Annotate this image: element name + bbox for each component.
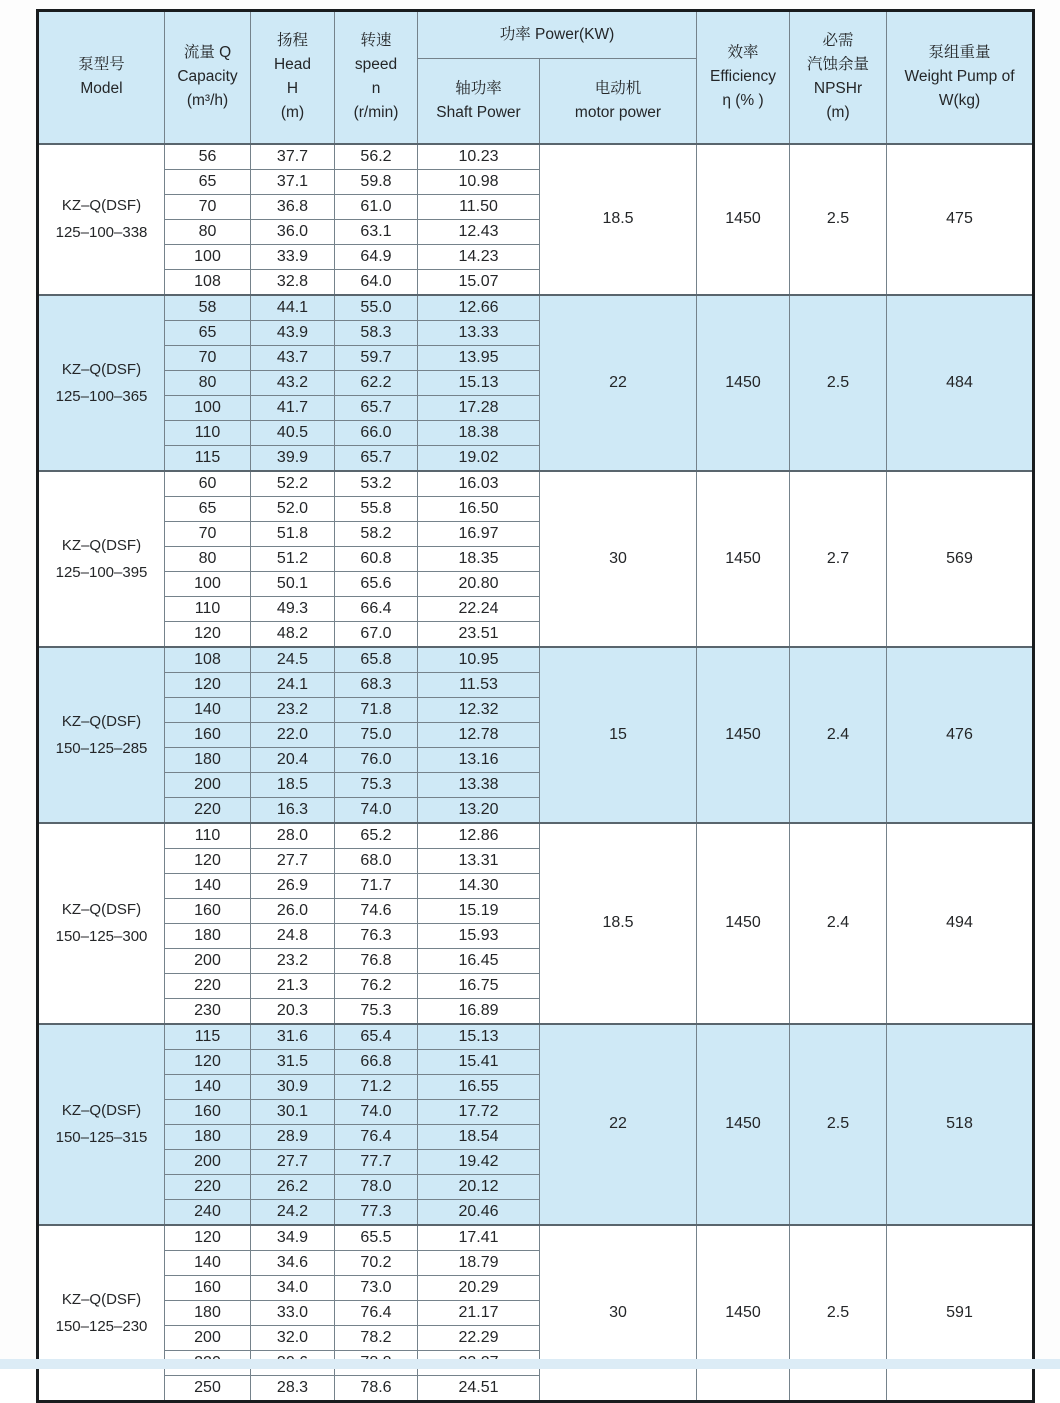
- model-line: 150–125–230: [55, 1317, 148, 1335]
- shaft-power-cell: 16.03: [418, 471, 540, 497]
- model-line: 150–125–285: [55, 739, 148, 757]
- head-cell: 23.2: [251, 697, 335, 722]
- header-motor-power-en: motor power: [574, 103, 662, 121]
- head-cell: 24.1: [251, 672, 335, 697]
- head-cell: 41.7: [251, 395, 335, 420]
- capacity-cell: 56: [165, 144, 251, 170]
- motor-power-cell: 18.5: [540, 823, 697, 1024]
- weight-cell: 484: [887, 295, 1034, 471]
- shaft-power-cell: 12.32: [418, 697, 540, 722]
- motor-power-cell: 18.5: [540, 144, 697, 295]
- speed-cell: 61.0: [335, 194, 418, 219]
- speed-cell: 74.0: [335, 1099, 418, 1124]
- shaft-power-cell: 17.28: [418, 395, 540, 420]
- shaft-power-cell: 22.29: [418, 1325, 540, 1350]
- shaft-power-cell: 13.33: [418, 320, 540, 345]
- head-cell: 34.0: [251, 1275, 335, 1300]
- speed-cell: 62.2: [335, 370, 418, 395]
- npshr-cell: 2.5: [790, 144, 887, 295]
- table-row: [38, 1225, 1034, 1251]
- speed-cell: 65.2: [335, 823, 418, 849]
- header-weight-zh: 泵组重量: [928, 44, 991, 62]
- capacity-cell: 100: [165, 395, 251, 420]
- speed-cell: 77.3: [335, 1199, 418, 1225]
- model-cell: [38, 1024, 165, 1225]
- capacity-cell: 65: [165, 496, 251, 521]
- head-cell: 24.8: [251, 923, 335, 948]
- header-shaft-power: [418, 59, 540, 144]
- speed-cell: 53.2: [335, 471, 418, 497]
- shaft-power-cell: 19.02: [418, 445, 540, 471]
- table-row: [38, 471, 1034, 497]
- head-cell: 18.5: [251, 772, 335, 797]
- head-cell: 34.9: [251, 1225, 335, 1251]
- speed-cell: 71.7: [335, 873, 418, 898]
- shaft-power-cell: 13.20: [418, 797, 540, 823]
- shaft-power-cell: 15.19: [418, 898, 540, 923]
- capacity-cell: 200: [165, 948, 251, 973]
- speed-cell: 63.1: [335, 219, 418, 244]
- table-header: [38, 11, 1034, 144]
- capacity-cell: 140: [165, 873, 251, 898]
- speed-cell: 74.0: [335, 797, 418, 823]
- shaft-power-cell: 18.79: [418, 1250, 540, 1275]
- shaft-power-cell: 15.93: [418, 923, 540, 948]
- weight-cell: 494: [887, 823, 1034, 1024]
- head-cell: 27.7: [251, 848, 335, 873]
- capacity-cell: 100: [165, 244, 251, 269]
- capacity-cell: 65: [165, 320, 251, 345]
- table-row: [38, 1024, 1034, 1050]
- shaft-power-cell: 20.12: [418, 1174, 540, 1199]
- header-capacity-unit: (m³/h): [186, 92, 229, 110]
- motor-power-cell: 30: [540, 471, 697, 647]
- speed-cell: 66.0: [335, 420, 418, 445]
- speed-cell: 60.8: [335, 546, 418, 571]
- speed-cell: 74.6: [335, 898, 418, 923]
- weight-cell: 591: [887, 1225, 1034, 1402]
- head-cell: 20.3: [251, 998, 335, 1024]
- speed-cell: 59.8: [335, 169, 418, 194]
- model-line: KZ–Q(DSF): [61, 360, 142, 378]
- shaft-power-cell: 16.55: [418, 1074, 540, 1099]
- model-cell: [38, 1225, 165, 1402]
- table-row: [38, 295, 1034, 321]
- capacity-cell: 250: [165, 1375, 251, 1401]
- speed-cell: 65.6: [335, 571, 418, 596]
- capacity-cell: 200: [165, 1325, 251, 1350]
- model-line: 150–125–315: [55, 1129, 148, 1146]
- header-head-en: Head: [273, 56, 312, 74]
- shaft-power-cell: 10.23: [418, 144, 540, 170]
- head-cell: 28.0: [251, 823, 335, 849]
- speed-cell: 65.8: [335, 647, 418, 673]
- speed-cell: 65.5: [335, 1225, 418, 1251]
- speed-cell: 64.9: [335, 244, 418, 269]
- speed-cell: 76.2: [335, 973, 418, 998]
- model-line: 125–100–365: [55, 387, 148, 405]
- speed-cell: 76.0: [335, 747, 418, 772]
- head-cell: 39.9: [251, 445, 335, 471]
- capacity-cell: 160: [165, 1275, 251, 1300]
- npshr-cell: 2.5: [790, 1024, 887, 1225]
- shaft-power-cell: 20.29: [418, 1275, 540, 1300]
- capacity-cell: 120: [165, 1225, 251, 1251]
- shaft-power-cell: 16.45: [418, 948, 540, 973]
- table-row: [38, 823, 1034, 849]
- shaft-power-cell: 14.23: [418, 244, 540, 269]
- shaft-power-cell: 15.41: [418, 1049, 540, 1074]
- head-cell: 26.0: [251, 898, 335, 923]
- capacity-cell: 180: [165, 747, 251, 772]
- npshr-cell: 2.4: [790, 823, 887, 1024]
- capacity-cell: 120: [165, 621, 251, 647]
- model-line: KZ–Q(DSF): [61, 712, 142, 730]
- shaft-power-cell: 10.98: [418, 169, 540, 194]
- head-cell: 36.0: [251, 219, 335, 244]
- table-row: [38, 144, 1034, 170]
- motor-power-cell: 22: [540, 1024, 697, 1225]
- speed-cell: 68.3: [335, 672, 418, 697]
- efficiency-cell: 1450: [697, 144, 790, 295]
- shaft-power-cell: 15.13: [418, 1024, 540, 1050]
- capacity-cell: 110: [165, 596, 251, 621]
- speed-cell: 76.8: [335, 948, 418, 973]
- model-line: KZ–Q(DSF): [61, 536, 142, 554]
- speed-cell: 65.4: [335, 1024, 418, 1050]
- head-cell: 26.9: [251, 873, 335, 898]
- efficiency-cell: 1450: [697, 295, 790, 471]
- header-head: [251, 11, 335, 144]
- capacity-cell: 160: [165, 898, 251, 923]
- head-cell: 52.2: [251, 471, 335, 497]
- head-cell: 26.2: [251, 1174, 335, 1199]
- shaft-power-cell: 13.38: [418, 772, 540, 797]
- head-cell: 31.6: [251, 1024, 335, 1050]
- header-speed-en: speed: [354, 56, 398, 74]
- shaft-power-cell: 14.30: [418, 873, 540, 898]
- capacity-cell: 60: [165, 471, 251, 497]
- header-capacity-zh: 流量 Q: [183, 44, 232, 62]
- header-efficiency: [697, 11, 790, 144]
- shaft-power-cell: 18.35: [418, 546, 540, 571]
- capacity-cell: 70: [165, 521, 251, 546]
- head-cell: 36.8: [251, 194, 335, 219]
- capacity-cell: 140: [165, 1250, 251, 1275]
- head-cell: 50.1: [251, 571, 335, 596]
- speed-cell: 76.3: [335, 923, 418, 948]
- header-weight-en: Weight Pump of: [904, 68, 1015, 86]
- table-row: [38, 647, 1034, 673]
- header-model-en: Model: [80, 80, 123, 98]
- header-motor-power-zh: 电动机: [594, 79, 642, 97]
- shaft-power-cell: 11.50: [418, 194, 540, 219]
- model-line: KZ–Q(DSF): [61, 1290, 142, 1308]
- speed-cell: 76.4: [335, 1124, 418, 1149]
- capacity-cell: 80: [165, 370, 251, 395]
- speed-cell: 59.7: [335, 345, 418, 370]
- header-weight-unit: W(kg): [938, 92, 981, 110]
- motor-power-cell: 22: [540, 295, 697, 471]
- head-cell: 40.5: [251, 420, 335, 445]
- header-head-unit: (m): [280, 104, 305, 122]
- shaft-power-cell: 16.75: [418, 973, 540, 998]
- head-cell: 30.1: [251, 1099, 335, 1124]
- shaft-power-cell: 24.51: [418, 1375, 540, 1401]
- shaft-power-cell: 10.95: [418, 647, 540, 673]
- capacity-cell: 140: [165, 1074, 251, 1099]
- head-cell: 33.0: [251, 1300, 335, 1325]
- capacity-cell: 100: [165, 571, 251, 596]
- speed-cell: 75.3: [335, 772, 418, 797]
- head-cell: 20.4: [251, 747, 335, 772]
- header-model: [38, 11, 165, 144]
- header-npshr-zh2: 汽蚀余量: [807, 56, 870, 74]
- model-line: KZ–Q(DSF): [61, 1102, 142, 1119]
- speed-cell: 71.8: [335, 697, 418, 722]
- shaft-power-cell: 20.80: [418, 571, 540, 596]
- model-line: 150–125–300: [55, 928, 148, 945]
- speed-cell: 78.0: [335, 1174, 418, 1199]
- shaft-power-cell: 19.42: [418, 1149, 540, 1174]
- shaft-power-cell: 12.78: [418, 722, 540, 747]
- npshr-cell: 2.5: [790, 1225, 887, 1402]
- head-cell: 24.2: [251, 1199, 335, 1225]
- shaft-power-cell: 18.54: [418, 1124, 540, 1149]
- speed-cell: 76.4: [335, 1300, 418, 1325]
- shaft-power-cell: 21.17: [418, 1300, 540, 1325]
- header-motor-power: [540, 59, 697, 144]
- head-cell: 49.3: [251, 596, 335, 621]
- speed-cell: 78.6: [335, 1375, 418, 1401]
- speed-cell: 73.0: [335, 1275, 418, 1300]
- capacity-cell: 220: [165, 1174, 251, 1199]
- header-efficiency-en: Efficiency: [709, 68, 777, 86]
- npshr-cell: 2.4: [790, 647, 887, 823]
- capacity-cell: 220: [165, 973, 251, 998]
- model-cell: [38, 471, 165, 647]
- model-cell: [38, 823, 165, 1024]
- head-cell: 34.6: [251, 1250, 335, 1275]
- speed-cell: 64.0: [335, 269, 418, 295]
- npshr-cell: 2.7: [790, 471, 887, 647]
- efficiency-cell: 1450: [697, 1024, 790, 1225]
- speed-cell: 56.2: [335, 144, 418, 170]
- shaft-power-cell: 15.13: [418, 370, 540, 395]
- header-shaft-power-en: Shaft Power: [436, 103, 521, 121]
- speed-cell: 68.0: [335, 848, 418, 873]
- head-cell: 28.9: [251, 1124, 335, 1149]
- capacity-cell: 115: [165, 445, 251, 471]
- table-body: [38, 144, 1034, 1402]
- shaft-power-cell: 12.86: [418, 823, 540, 849]
- header-speed-sym: n: [371, 80, 381, 98]
- speed-cell: 55.8: [335, 496, 418, 521]
- capacity-cell: 120: [165, 672, 251, 697]
- head-cell: 52.0: [251, 496, 335, 521]
- head-cell: 33.9: [251, 244, 335, 269]
- pump-spec-table: [36, 9, 1035, 1403]
- capacity-cell: 160: [165, 722, 251, 747]
- weight-cell: 475: [887, 144, 1034, 295]
- head-cell: 22.0: [251, 722, 335, 747]
- header-capacity: [165, 11, 251, 144]
- speed-cell: 65.7: [335, 445, 418, 471]
- capacity-cell: 180: [165, 923, 251, 948]
- shaft-power-cell: 18.38: [418, 420, 540, 445]
- shaft-power-cell: 12.43: [418, 219, 540, 244]
- speed-cell: 55.0: [335, 295, 418, 321]
- capacity-cell: 108: [165, 269, 251, 295]
- shaft-power-cell: 22.24: [418, 596, 540, 621]
- capacity-cell: 108: [165, 647, 251, 673]
- shaft-power-cell: 23.51: [418, 621, 540, 647]
- head-cell: 30.9: [251, 1074, 335, 1099]
- shaft-power-cell: 11.53: [418, 672, 540, 697]
- header-weight: [887, 11, 1034, 144]
- speed-cell: 75.0: [335, 722, 418, 747]
- capacity-cell: 115: [165, 1024, 251, 1050]
- speed-cell: 71.2: [335, 1074, 418, 1099]
- speed-cell: 70.2: [335, 1250, 418, 1275]
- shaft-power-cell: 17.41: [418, 1225, 540, 1251]
- capacity-cell: 58: [165, 295, 251, 321]
- capacity-cell: 200: [165, 1149, 251, 1174]
- bottom-strip: [0, 1359, 1060, 1369]
- capacity-cell: 220: [165, 797, 251, 823]
- model-cell: [38, 144, 165, 295]
- head-cell: 51.2: [251, 546, 335, 571]
- header-efficiency-zh: 效率: [727, 44, 759, 62]
- head-cell: 32.0: [251, 1325, 335, 1350]
- head-cell: 48.2: [251, 621, 335, 647]
- shaft-power-cell: 20.46: [418, 1199, 540, 1225]
- weight-cell: 518: [887, 1024, 1034, 1225]
- capacity-cell: 70: [165, 194, 251, 219]
- model-cell: [38, 295, 165, 471]
- motor-power-cell: 15: [540, 647, 697, 823]
- capacity-cell: 180: [165, 1300, 251, 1325]
- header-head-zh: 扬程: [276, 32, 308, 50]
- head-cell: 51.8: [251, 521, 335, 546]
- model-line: KZ–Q(DSF): [61, 901, 142, 918]
- shaft-power-cell: 16.89: [418, 998, 540, 1024]
- capacity-cell: 200: [165, 772, 251, 797]
- capacity-cell: 110: [165, 420, 251, 445]
- header-npshr-zh1: 必需: [822, 32, 854, 50]
- speed-cell: 58.2: [335, 521, 418, 546]
- efficiency-cell: 1450: [697, 647, 790, 823]
- capacity-cell: 110: [165, 823, 251, 849]
- capacity-cell: 120: [165, 1049, 251, 1074]
- speed-cell: 77.7: [335, 1149, 418, 1174]
- header-head-sym: H: [286, 80, 299, 98]
- head-cell: 31.5: [251, 1049, 335, 1074]
- head-cell: 43.2: [251, 370, 335, 395]
- header-shaft-power-zh: 轴功率: [455, 79, 502, 97]
- capacity-cell: 240: [165, 1199, 251, 1225]
- header-npshr: [790, 11, 887, 144]
- capacity-cell: 65: [165, 169, 251, 194]
- weight-cell: 476: [887, 647, 1034, 823]
- efficiency-cell: 1450: [697, 471, 790, 647]
- speed-cell: 65.7: [335, 395, 418, 420]
- head-cell: 37.7: [251, 144, 335, 170]
- capacity-cell: 70: [165, 345, 251, 370]
- shaft-power-cell: 13.16: [418, 747, 540, 772]
- shaft-power-cell: 16.50: [418, 496, 540, 521]
- model-line: 125–100–395: [55, 563, 148, 581]
- speed-cell: 75.3: [335, 998, 418, 1024]
- head-cell: 16.3: [251, 797, 335, 823]
- capacity-cell: 80: [165, 219, 251, 244]
- capacity-cell: 230: [165, 998, 251, 1024]
- head-cell: 23.2: [251, 948, 335, 973]
- head-cell: 43.7: [251, 345, 335, 370]
- shaft-power-cell: 12.66: [418, 295, 540, 321]
- speed-cell: 66.8: [335, 1049, 418, 1074]
- head-cell: 28.3: [251, 1375, 335, 1401]
- header-speed-unit: (r/min): [353, 104, 399, 122]
- shaft-power-cell: 15.07: [418, 269, 540, 295]
- model-line: 125–100–338: [55, 224, 148, 241]
- header-power-group: 功率 Power(KW): [418, 11, 697, 59]
- header-efficiency-sym: η (% ): [722, 92, 764, 110]
- head-cell: 21.3: [251, 973, 335, 998]
- shaft-power-cell: 16.97: [418, 521, 540, 546]
- speed-cell: 78.2: [335, 1325, 418, 1350]
- header-capacity-en: Capacity: [177, 68, 238, 86]
- motor-power-cell: 30: [540, 1225, 697, 1402]
- model-line: KZ–Q(DSF): [61, 197, 142, 214]
- head-cell: 37.1: [251, 169, 335, 194]
- capacity-cell: 80: [165, 546, 251, 571]
- speed-cell: 58.3: [335, 320, 418, 345]
- shaft-power-cell: 13.95: [418, 345, 540, 370]
- capacity-cell: 180: [165, 1124, 251, 1149]
- head-cell: 44.1: [251, 295, 335, 321]
- header-speed-zh: 转速: [360, 32, 392, 50]
- header-npshr-unit: (m): [826, 104, 850, 122]
- capacity-cell: 120: [165, 848, 251, 873]
- model-cell: [38, 647, 165, 823]
- head-cell: 24.5: [251, 647, 335, 673]
- shaft-power-cell: 17.72: [418, 1099, 540, 1124]
- speed-cell: 67.0: [335, 621, 418, 647]
- efficiency-cell: 1450: [697, 1225, 790, 1402]
- header-speed: [335, 11, 418, 144]
- head-cell: 32.8: [251, 269, 335, 295]
- npshr-cell: 2.5: [790, 295, 887, 471]
- shaft-power-cell: 13.31: [418, 848, 540, 873]
- head-cell: 27.7: [251, 1149, 335, 1174]
- efficiency-cell: 1450: [697, 823, 790, 1024]
- header-model-zh: 泵型号: [78, 56, 125, 74]
- capacity-cell: 160: [165, 1099, 251, 1124]
- capacity-cell: 140: [165, 697, 251, 722]
- weight-cell: 569: [887, 471, 1034, 647]
- speed-cell: 66.4: [335, 596, 418, 621]
- head-cell: 43.9: [251, 320, 335, 345]
- header-npshr-en: NPSHr: [813, 80, 863, 98]
